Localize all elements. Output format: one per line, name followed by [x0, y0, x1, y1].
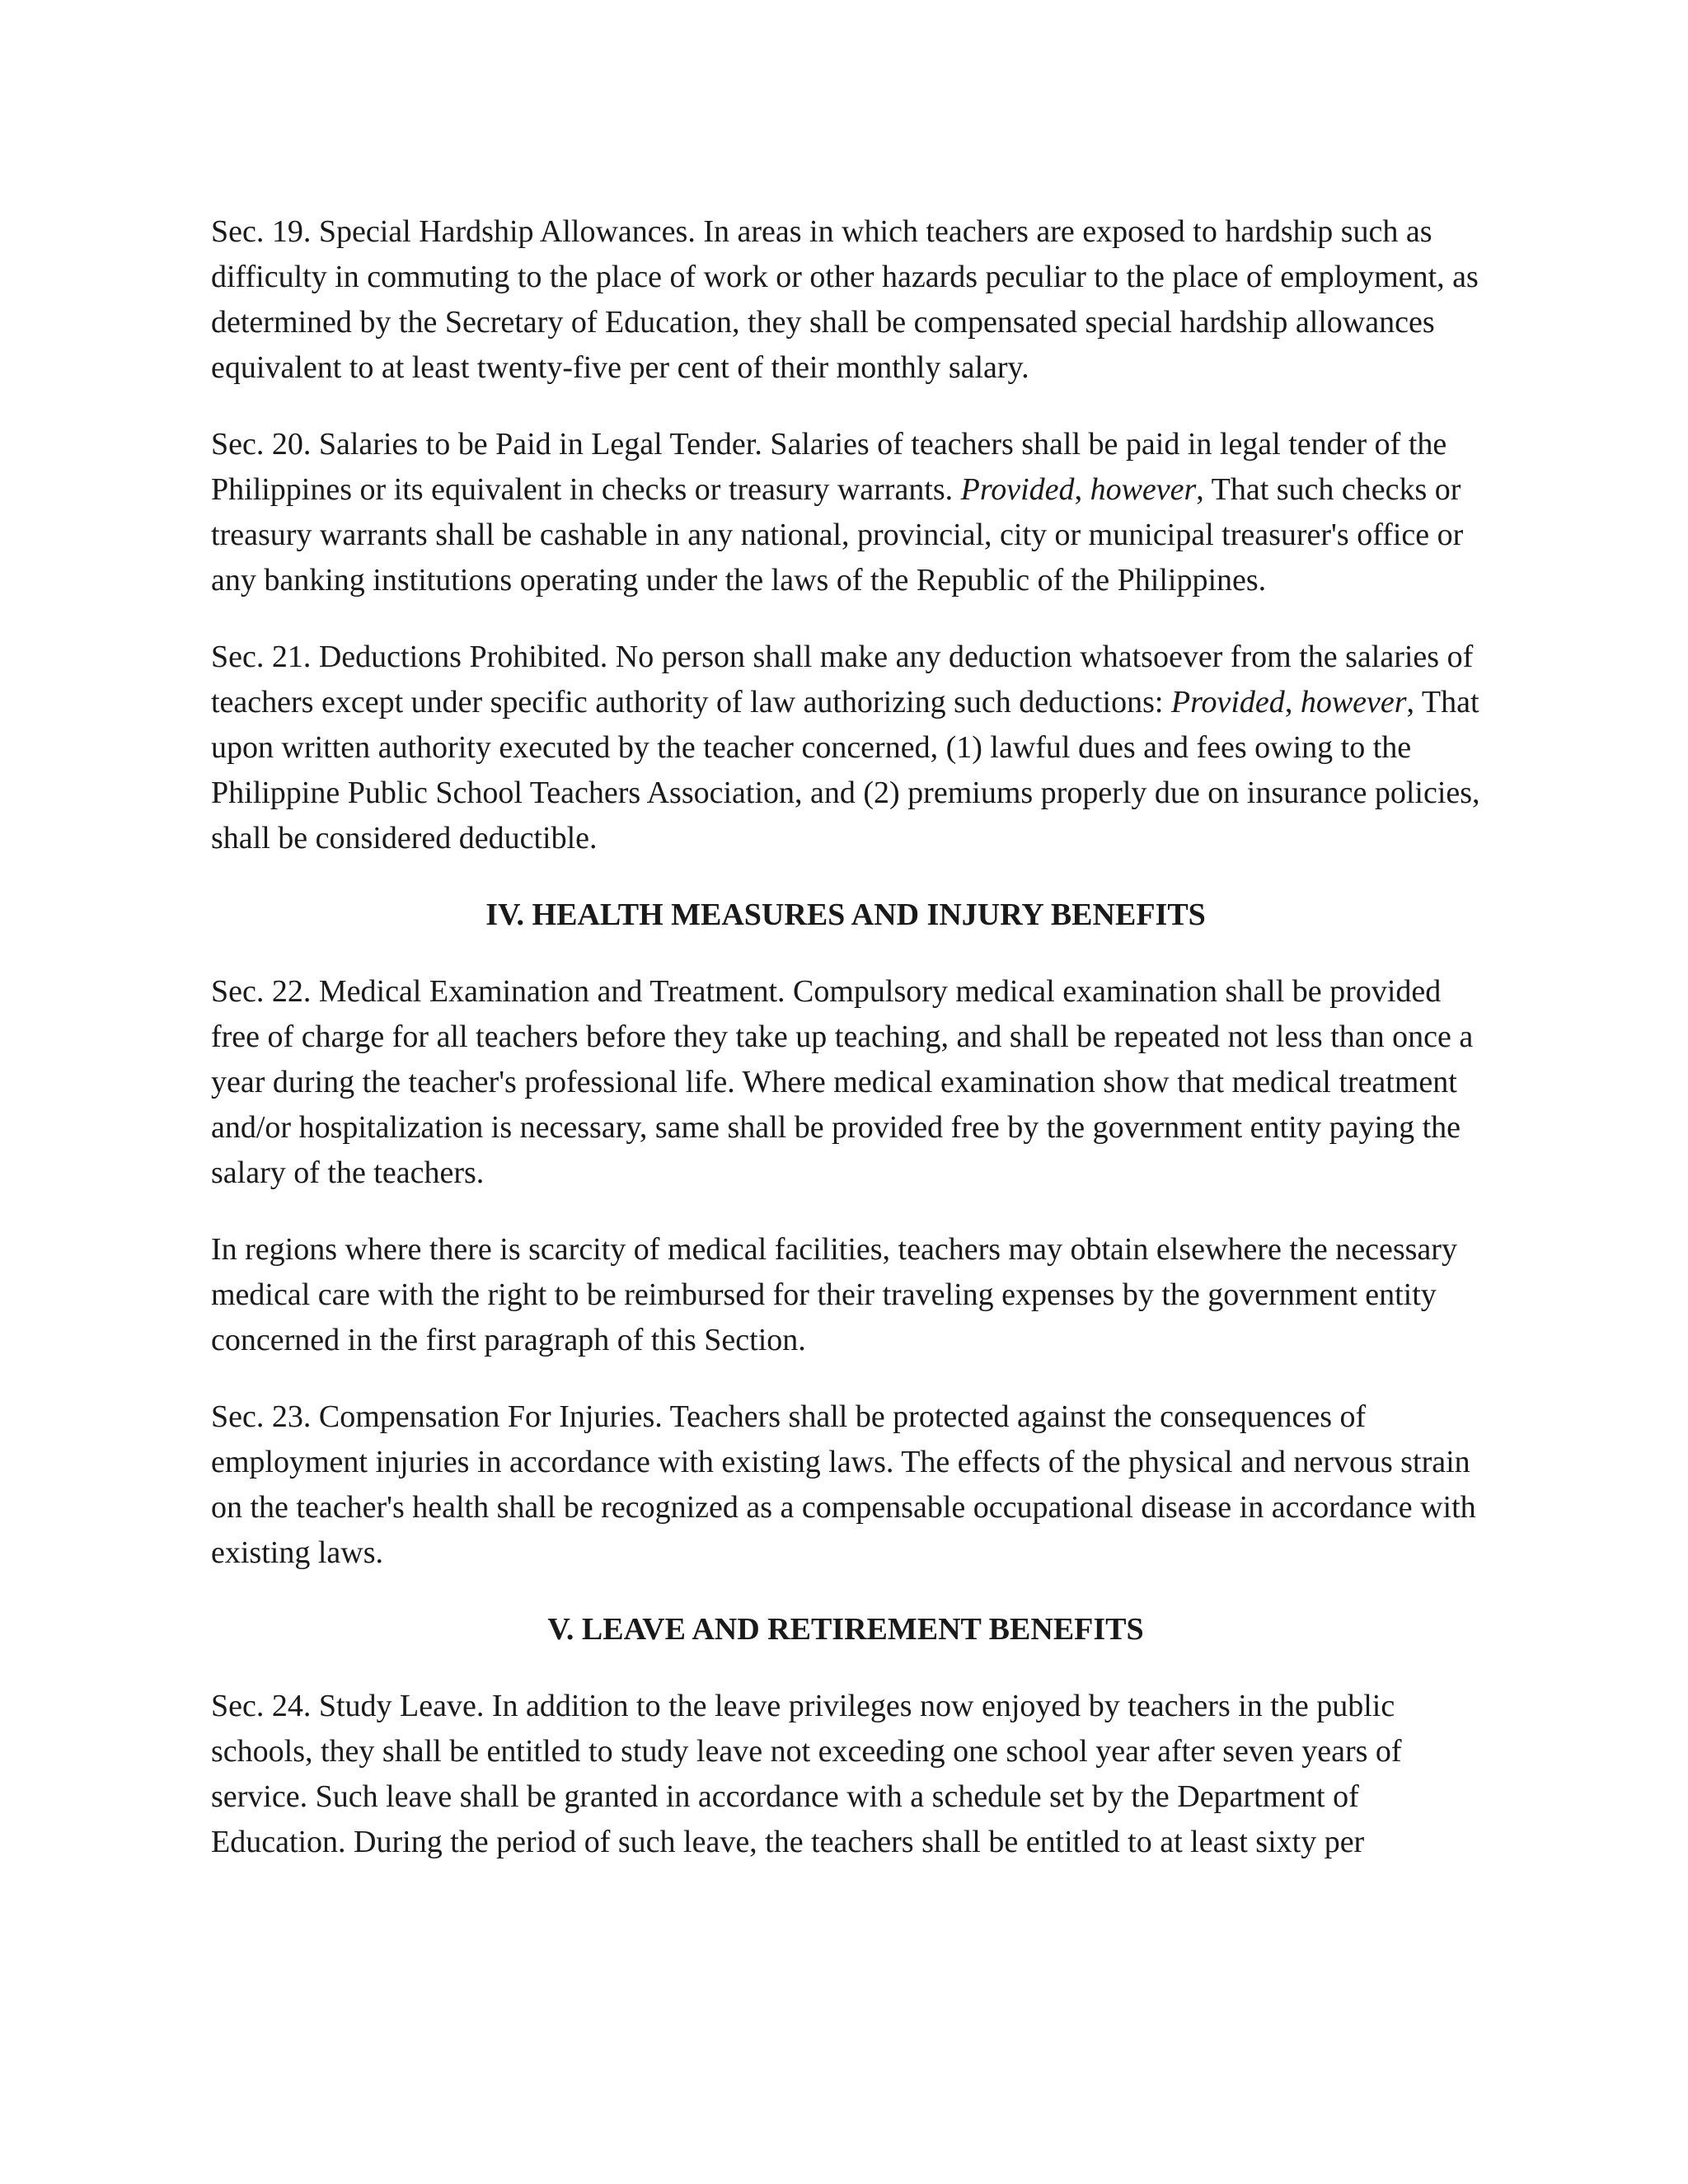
- section-20-text-a: Sec. 20. Salaries to be Paid in Legal Tender. Salaries of teachers shall be paid in legal tender of the Philippines or its equivalent in checks or treasury warrants.: [211, 427, 1447, 507]
- section-20-provided: Provided: [960, 472, 1075, 507]
- section-22-paragraph: Sec. 22. Medical Examination and Treatment. Compulsory medical examination shall be provided free of charge for all teachers before they take up teaching, and shall be repeated not less than once a year during the teacher's professional life. Where medical examination show that medical treatment and/or hospitalization is necessary, same shall be provided free by the government entity paying the salary of the teachers.: [211, 974, 1474, 1190]
- section-22-paragraph-2: In regions where there is scarcity of medical facilities, teachers may obtain elsewhere the necessary medical care with the right to be reimbursed for their traveling expenses by the government entity concerned in the first paragraph of this Section.: [211, 1232, 1457, 1357]
- section-23-paragraph: Sec. 23. Compensation For Injuries. Teachers shall be protected against the consequences of employment injuries in accordance with existing laws. The effects of the physical and nervous strain on the teacher's health shall be recognized as a compensable occupational disease in accordance with existing laws.: [211, 1399, 1476, 1570]
- section-21-paragraph: [211, 635, 1480, 861]
- section-24-paragraph: Sec. 24. Study Leave. In addition to the leave privileges now enjoyed by teachers in the public schools, they shall be entitled to study leave not exceeding one school year after seven years of service. Such leave shall be granted in accordance with a schedule set by the Department of Education. During the period of such leave, the teachers shall be entitled to at least sixty per: [211, 1689, 1402, 1859]
- section-21-however: however: [1300, 685, 1407, 719]
- section-20-paragraph: [211, 422, 1480, 603]
- section-21-text-a: Sec. 21. Deductions Prohibited. No person shall make any deduction whatsoever from the salaries of teachers except under specific authority of law authorizing such deductions:: [211, 640, 1474, 719]
- section-20-text-b: , That such checks or treasury warrants shall be cashable in any national, provincial, city or municipal treasurer's office or any banking institutions operating under the laws of the Republic of the Philippines.: [211, 472, 1464, 598]
- heading-health-measures: IV. HEALTH MEASURES AND INJURY BENEFITS: [485, 898, 1206, 932]
- section-20-comma: ,: [1074, 472, 1090, 507]
- heading-leave-retirement: V. LEAVE AND RETIREMENT BENEFITS: [547, 1612, 1144, 1647]
- section-20-however: however: [1090, 472, 1197, 507]
- section-21-provided: Provided: [1170, 685, 1285, 719]
- document-page: [211, 209, 1480, 1896]
- section-21-text-b: , That upon written authority executed by the teacher concerned, (1) lawful dues and fees owing to the Philippine Public School Teachers Association, and (2) premiums properly due on insurance policies, shall be considered deductible.: [211, 685, 1480, 855]
- section-19-paragraph: Sec. 19. Special Hardship Allowances. In areas in which teachers are exposed to hardship such as difficulty in commuting to the place of work or other hazards peculiar to the place of employment, as determined by the Secretary of Education, they shall be compensated special hardship allowances equivalent to at least twenty-five per cent of their monthly salary.: [211, 214, 1479, 385]
- section-21-comma: ,: [1284, 685, 1301, 719]
